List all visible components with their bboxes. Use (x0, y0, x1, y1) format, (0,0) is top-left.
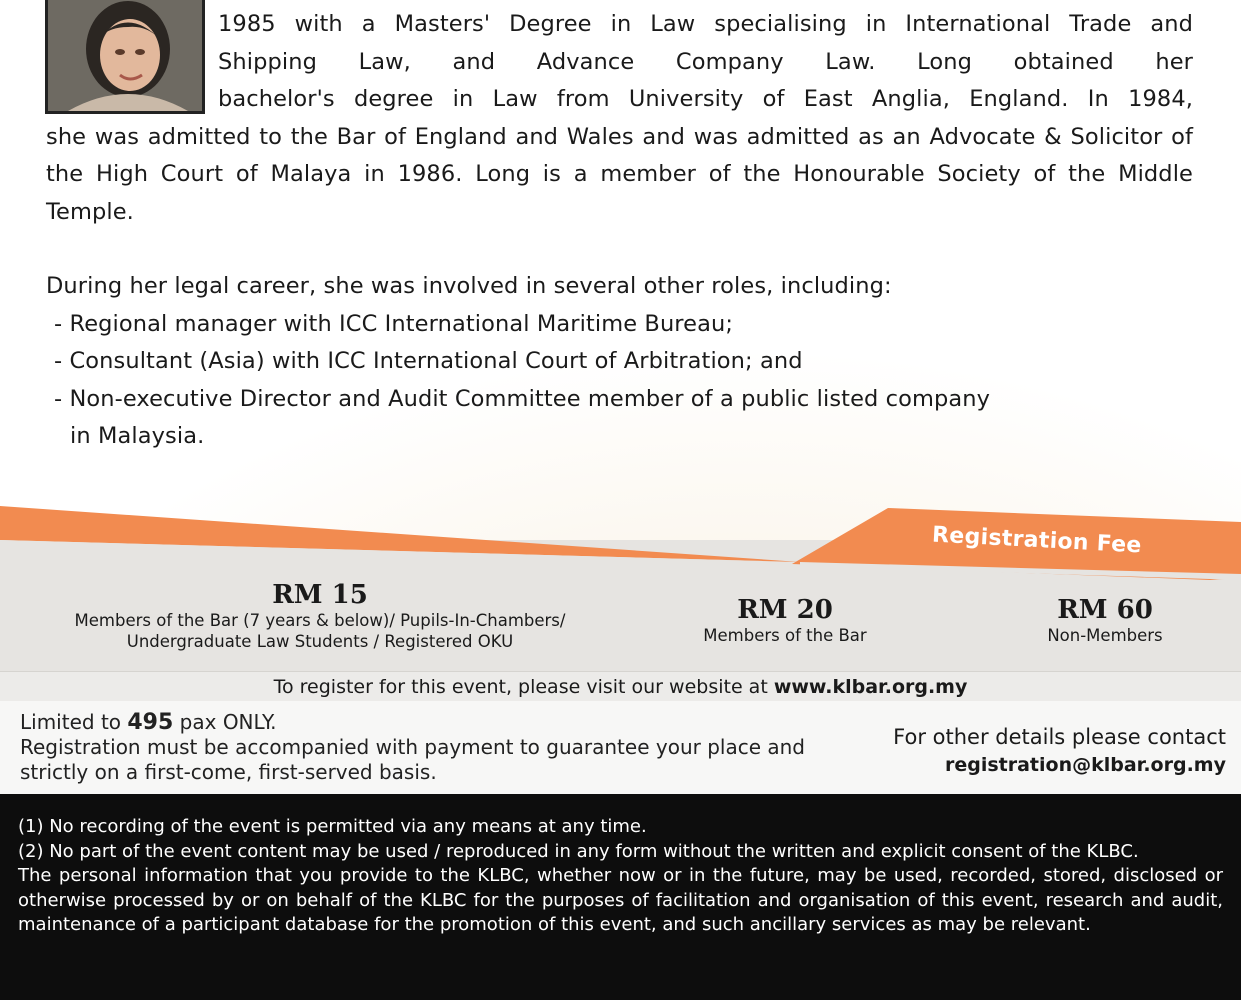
fee-description: Members of the Bar (7 years & below)/ Pupils-In-Chambers/ (74, 611, 566, 630)
limit-count: 495 (127, 710, 174, 735)
fee-amount: RM 60 (1057, 595, 1153, 625)
privacy-notice: The personal information that you provide to the KLBC, whether now or in the future, may be used, recorded, stored, disclosed or otherwise processed by or on behalf of the KLBC for the purposes of facilitation and organisation of this event, research and audit, maintenance of a participant database for the promotion of this event, and such ancillary services as may be relevant. (18, 865, 1223, 935)
roles-intro: During her legal career, she was involved in several other roles, including: (46, 273, 892, 299)
fee-description: Undergraduate Law Students / Registered OKU (126, 632, 514, 651)
fee-amount: RM 20 (737, 595, 833, 625)
disclaimer-item: (1) No recording of the event is permitted via any means at any time. (18, 816, 647, 837)
bio-paragraph: she was admitted to the Bar of England and Wales and was admitted as an Advocate & Solicitor of the High Court of Malaya in 1986. Long is a member of the Honourable Society of the Middle Temple. (46, 123, 1193, 225)
role-item: - Regional manager with ICC International Maritime Bureau; (54, 310, 734, 337)
fee-description: Non-Members (1047, 626, 1163, 645)
fee-tier-3 (980, 595, 1230, 646)
fee-tier-2 (660, 595, 910, 646)
capacity-notice (20, 710, 820, 785)
bio-line: 1985 with a Masters' Degree in Law specialising in International Trade and (218, 11, 1193, 37)
limit-prefix: Limited to (20, 710, 128, 734)
fee-description: Members of the Bar (703, 626, 867, 645)
speaker-bio (46, 0, 1193, 456)
contact-label: For other details please contact (893, 725, 1226, 749)
registration-note: Registration must be accompanied with payment to guarantee your place and strictly on a first-come, first-served basis. (20, 735, 805, 784)
bio-line: bachelor's degree in Law from University of East Anglia, England. In 1984, (218, 86, 1193, 112)
fee-amount: RM 15 (272, 580, 368, 610)
fee-tier-1 (30, 580, 610, 652)
register-text: To register for this event, please visit our website at (273, 676, 774, 698)
registration-fee-label: Registration Fee (931, 522, 1143, 559)
contact-block (893, 723, 1226, 779)
limit-suffix: pax ONLY. (173, 710, 277, 734)
role-item: - Consultant (Asia) with ICC International Court of Arbitration; and (54, 348, 803, 374)
register-instruction (0, 671, 1241, 702)
role-item-continuation: in Malaysia. (70, 423, 205, 449)
role-item: - Non-executive Director and Audit Committee member of a public listed company (54, 385, 991, 412)
contact-email-link[interactable]: registration@klbar.org.my (944, 754, 1226, 776)
bio-line: Shipping Law, and Advance Company Law. Long obtained her (218, 48, 1193, 75)
disclaimer-item: (2) No part of the event content may be used / reproduced in any form without the written and explicit consent of the KLBC. (18, 840, 1139, 862)
disclaimer-footer (0, 794, 1241, 1000)
website-link[interactable]: www.klbar.org.my (773, 676, 968, 698)
